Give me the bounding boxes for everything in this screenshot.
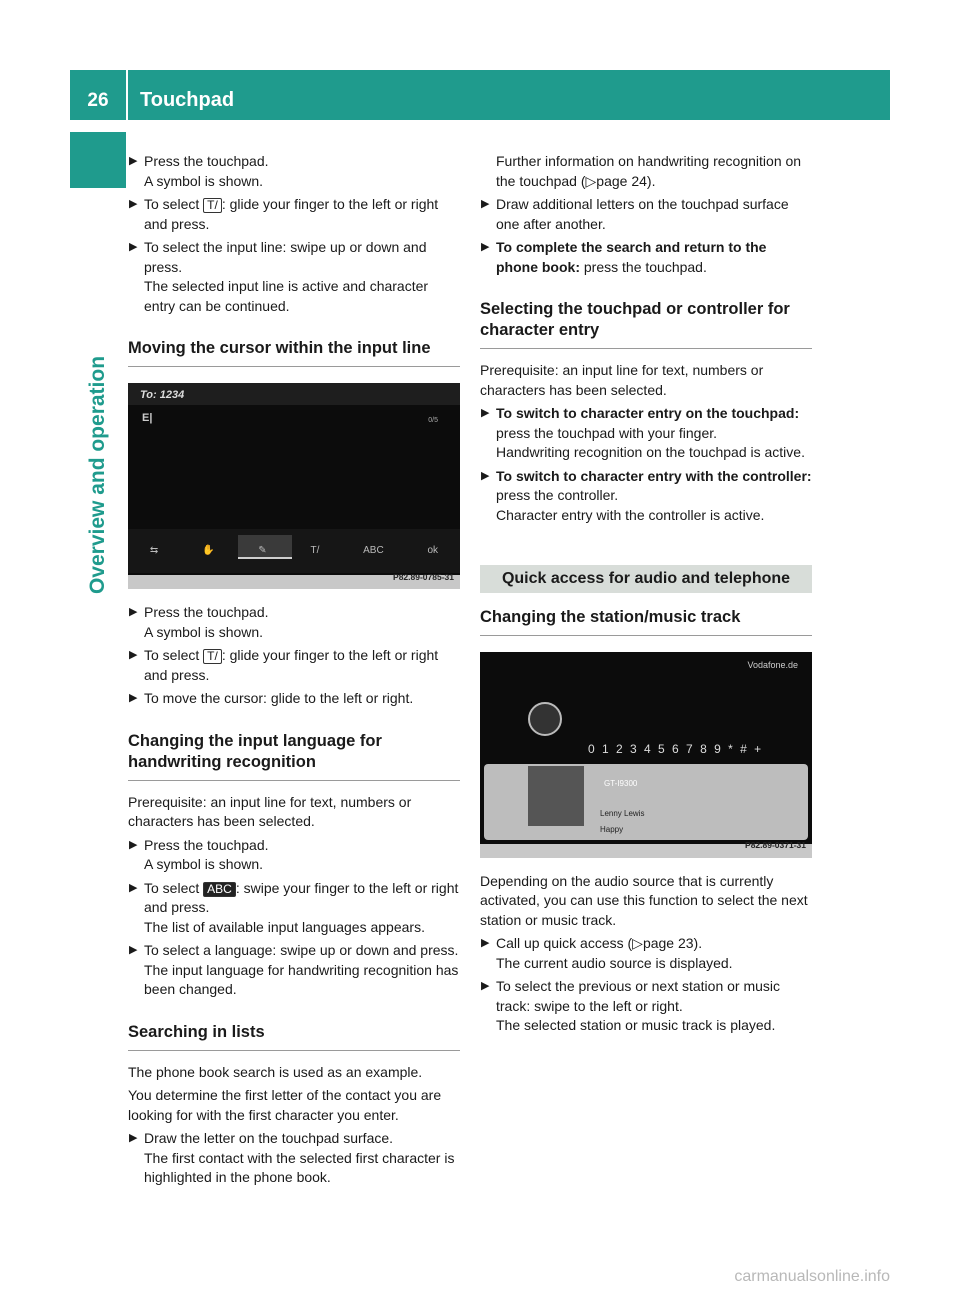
shot-album-art <box>528 766 584 826</box>
side-tab-block <box>70 132 126 188</box>
step: ▶ To select the input line: swipe up or down and press. The selected input line is active and character entry can be continued. <box>129 239 429 314</box>
arrow-icon: ▶ <box>129 692 138 704</box>
paragraph: The phone book search is used as an example. <box>128 1063 423 1080</box>
page-number: 26 <box>87 90 109 111</box>
step: ▶ To switch to character entry on the touchpad: press the touchpad with your finger. Handwriting recognition on the touchpad is active. <box>481 405 805 460</box>
step: ▶ Press the touchpad. A symbol is shown. <box>129 836 269 872</box>
section-heading-select: Selecting the touchpad or controller for character entry <box>480 299 812 349</box>
shot-device: GT-I9300 <box>604 778 638 788</box>
arrow-icon: ▶ <box>481 407 490 419</box>
shot-dial-digits: 0 1 2 3 4 5 6 7 8 9 * # + <box>588 741 764 756</box>
shot-icon: ok <box>427 545 439 556</box>
arrow-icon: ▶ <box>129 1132 138 1144</box>
paragraph: Prerequisite: an input line for text, numbers or characters has been selected. <box>128 793 412 829</box>
shot-icon: ✎ <box>258 545 267 556</box>
arrow-icon: ▶ <box>481 980 490 992</box>
arrow-icon: ▶ <box>481 198 490 210</box>
arrow-icon: ▶ <box>481 469 490 482</box>
section-banner-quick-access: Quick access for audio and telephone <box>480 565 812 593</box>
section-heading-cursor: Moving the cursor within the input line <box>128 338 460 367</box>
arrow-icon: ▶ <box>129 198 138 210</box>
shot-icon: ABC <box>363 545 384 556</box>
page-title: Touchpad <box>140 89 235 111</box>
step: ▶ Press the touchpad. A symbol is shown. <box>129 153 269 189</box>
step: ▶ To select the previous or next station or music track: swipe to the left or right. The selected station or music track is played. <box>481 978 781 1033</box>
step: ▶ Press the touchpad. A symbol is shown. <box>129 604 269 640</box>
arrow-icon: ▶ <box>129 606 138 618</box>
side-tab-label: Overview and operation <box>86 355 109 595</box>
paragraph: Prerequisite: an input line for text, numbers or characters has been selected. <box>480 362 764 398</box>
shot-counter: 0/5 <box>428 417 438 424</box>
shot-icon: ⇆ <box>149 545 159 556</box>
section-heading-language: Changing the input language for handwriting recognition <box>128 731 460 781</box>
step: ▶ To select ABC : swipe your finger to the left or right and press. The list of available input languages appears. <box>129 879 459 935</box>
step: ▶ To switch to character entry with the controller: press the controller. Character entry with the controller is active. <box>481 467 812 523</box>
shot-operator: Vodafone.de <box>747 659 798 670</box>
step: ▶ To move the cursor: glide to the left or right. <box>128 689 460 709</box>
text-symbol-icon: T/ <box>203 198 222 213</box>
step: ▶ To select T/ : glide your finger to the left or right and press. <box>129 196 439 232</box>
shot-icon: T/ <box>310 545 320 556</box>
shot-track2: Happy <box>600 824 624 834</box>
screenshot-quick-access <box>480 652 812 858</box>
arrow-icon: ▶ <box>129 838 138 851</box>
step: ▶ Draw the letter on the touchpad surface. The first contact with the selected first character is highlighted in the phone book. <box>129 1130 455 1185</box>
step: ▶ To select a language: swipe up or down and press. The input language for handwriting recognition has been changed. <box>129 942 459 997</box>
text-symbol-icon: T/ <box>203 649 222 664</box>
arrow-icon: ▶ <box>129 649 138 661</box>
image-code: P82.89-0785-31 <box>393 571 454 582</box>
page-ref-icon: ▷ <box>632 935 643 951</box>
screenshot-input-line <box>128 383 460 589</box>
arrow-icon: ▶ <box>129 241 138 253</box>
paragraph: Depending on the audio source that is currently activated, you can use this function to select the next station or music track. <box>480 872 808 928</box>
header-divider <box>126 70 128 120</box>
arrow-icon: ▶ <box>129 881 138 894</box>
page-ref-icon: ▷ <box>585 172 597 189</box>
shot-icon-row <box>128 541 460 561</box>
shot-to-field: To: 1234 <box>140 389 185 401</box>
shot-phone-icon <box>528 702 562 736</box>
image-code: P82.89-0371-31 <box>745 840 806 850</box>
arrow-icon: ▶ <box>129 155 138 167</box>
shot-input-line: E| <box>142 412 153 424</box>
right-column <box>480 152 812 1040</box>
step: ▶ Call up quick access (▷page 23). The current audio source is displayed. <box>481 935 733 971</box>
arrow-icon: ▶ <box>129 944 138 956</box>
paragraph: You determine the first letter of the contact you are looking for with the first character you enter. <box>128 1087 442 1123</box>
arrow-icon: ▶ <box>481 937 490 949</box>
section-heading-lists: Searching in lists <box>128 1022 460 1051</box>
step: ▶ Draw additional letters on the touchpad surface one after another. <box>481 196 789 232</box>
section-heading-station: Changing the station/music track <box>480 607 812 636</box>
step: ▶ To select T/ : glide your finger to the left or right and press. <box>129 647 439 683</box>
language-symbol-icon: ABC <box>203 882 236 897</box>
footer-site-link[interactable]: carmanualsonline.info <box>734 1268 890 1285</box>
shot-track1: Lenny Lewis <box>600 808 645 818</box>
left-column <box>128 152 460 1192</box>
continued-text: Further information on handwriting recognition on the touchpad (▷page 24). <box>496 153 802 189</box>
arrow-icon: ▶ <box>481 241 490 253</box>
shot-icon: ✋ <box>202 545 215 556</box>
step: ▶ To complete the search and return to the phone book: press the touchpad. <box>481 239 767 275</box>
